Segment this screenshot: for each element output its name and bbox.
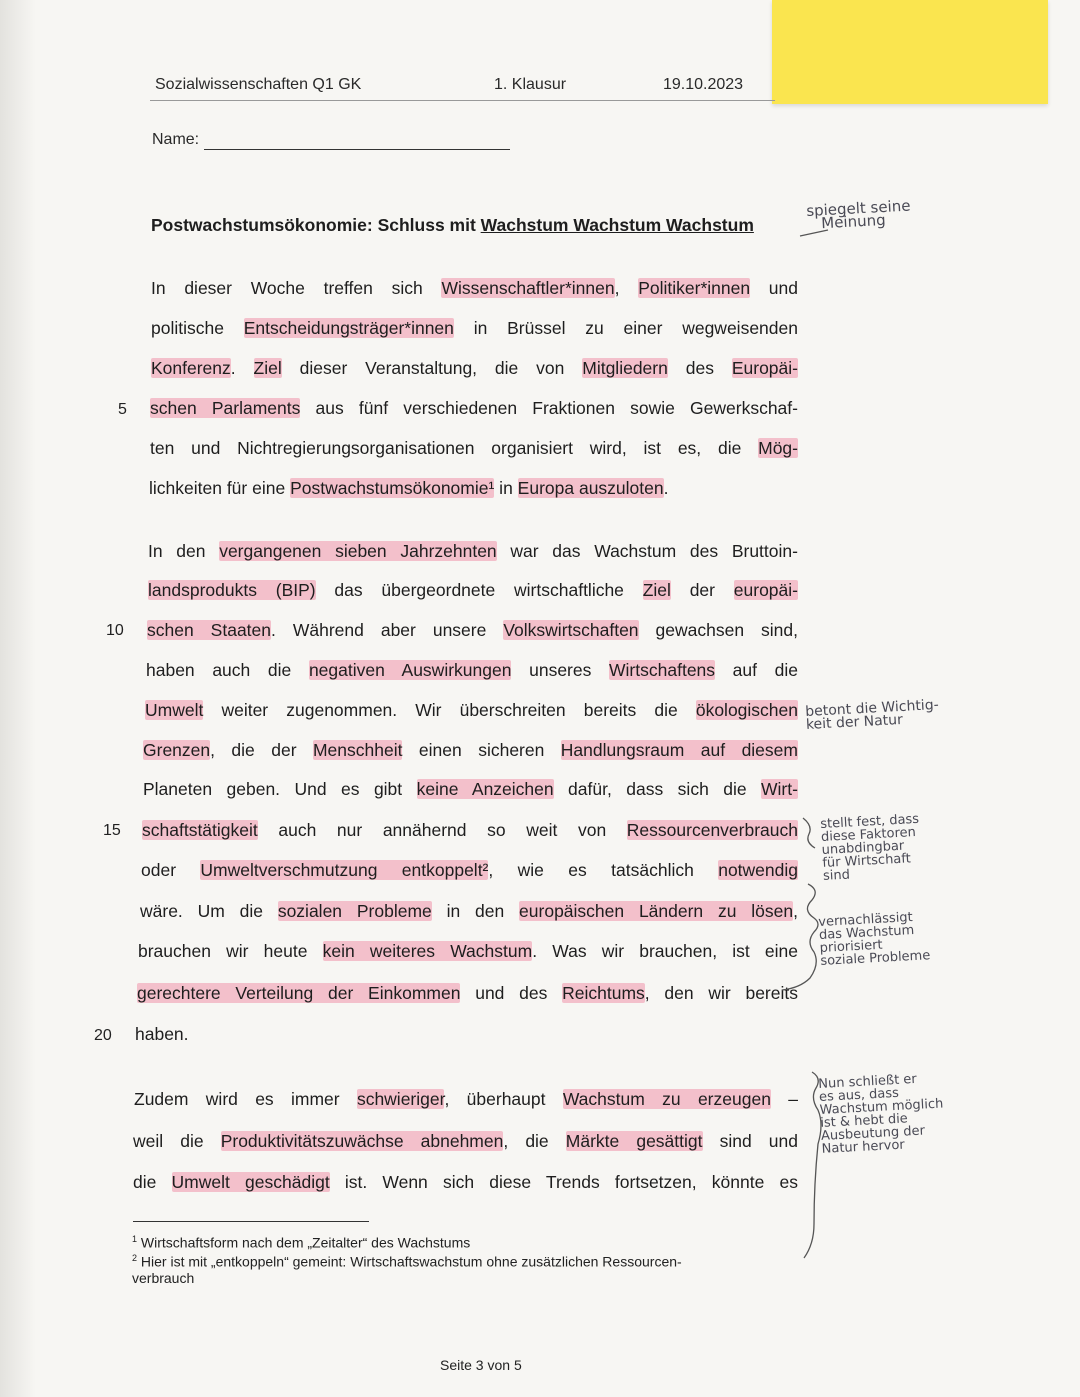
course-title: Sozialwissenschaften Q1 GK	[155, 76, 362, 93]
text-segment: lichkeiten für eine	[149, 478, 291, 498]
footnote-2-number: 2	[132, 1253, 138, 1263]
highlighted-phrase: Produktivitätszuwächse abnehmen	[220, 1131, 504, 1151]
highlighted-phrase: Wissenschaftler*innen	[441, 278, 615, 298]
highlighted-phrase: Ziel	[642, 580, 671, 600]
text-segment: dieser Veranstaltung, die von	[281, 358, 583, 378]
text-segment: .	[230, 358, 254, 378]
footnote-1	[132, 1234, 470, 1251]
line-number-10: 10	[106, 622, 124, 639]
highlighted-phrase: Menschheit	[312, 740, 403, 760]
highlighted-phrase: Postwachstumsökonomie¹	[290, 478, 495, 498]
footnote-1-text: Wirtschaftsform nach dem „Zeitalter“ des Wachstums	[140, 1234, 471, 1251]
highlighted-phrase: notwendig	[718, 860, 799, 880]
text-segment: wäre. Um die	[140, 901, 278, 921]
highlighted-phrase: Umweltverschmutzung entkoppelt²	[200, 860, 489, 880]
margin-note: spiegelt seine Meinung	[805, 196, 911, 233]
text-segment: ist. Wenn sich diese Trends fortsetzen, könnte es	[329, 1172, 798, 1192]
title-emphasis: Wachstum Wachstum Wachstum	[480, 215, 754, 235]
text-segment: einen sicheren	[402, 740, 561, 760]
highlighted-phrase: Mög-	[758, 438, 798, 458]
highlighted-phrase: europäi-	[733, 580, 798, 600]
line-number-5: 5	[118, 401, 127, 418]
footnote-2-continued: verbrauch	[132, 1270, 195, 1286]
highlighted-phrase: Ziel	[253, 358, 282, 378]
highlighted-phrase: sozialen Probleme	[277, 901, 432, 921]
text-segment: haben.	[135, 1024, 189, 1044]
highlighted-phrase: Wirtschaftens	[609, 660, 716, 680]
highlighted-phrase: schen Staaten	[147, 620, 272, 640]
line-number-15: 15	[103, 822, 121, 839]
text-segment: auch nur annähernd so weit von	[257, 820, 627, 840]
text-segment: ,	[614, 278, 639, 298]
text-segment: sind und	[702, 1131, 798, 1151]
footnote-2-text: Hier ist mit „entkoppeln“ gemeint: Wirtschaftswachstum ohne zusätzlichen Ressourcen-	[140, 1253, 682, 1270]
text-segment: In dieser Woche treffen sich	[151, 278, 442, 298]
highlighted-phrase: Mitgliedern	[582, 358, 668, 378]
text-segment: oder	[141, 860, 201, 880]
text-segment: , überhaupt	[444, 1089, 563, 1109]
text-segment: gewachsen sind,	[638, 620, 799, 640]
highlighted-phrase: keine Anzeichen	[416, 779, 554, 799]
text-segment: , die der	[210, 740, 313, 760]
text-segment: war das Wachstum des Bruttoin-	[496, 541, 798, 561]
text-segment: der	[670, 580, 734, 600]
highlighted-phrase: Umwelt	[145, 700, 204, 720]
line-number-20: 20	[94, 1027, 112, 1044]
brace-mark	[782, 818, 818, 990]
text-segment: , den wir bereits	[644, 983, 798, 1003]
text-segment: In den	[148, 541, 220, 561]
highlighted-phrase: Europäi-	[731, 358, 798, 378]
text-segment: die	[133, 1172, 172, 1192]
text-segment: ten und Nichtregierungsorganisationen organisiert wird, ist es, die	[150, 438, 759, 458]
highlighted-phrase: europäischen Ländern zu lösen	[519, 901, 794, 921]
highlighted-phrase: Konferenz	[151, 358, 231, 378]
title-prefix: Postwachstumsökonomie: Schluss mit	[151, 215, 481, 235]
text-segment: ,	[793, 901, 799, 921]
text-segment: dafür, dass sich die	[553, 779, 762, 799]
text-segment: haben auch die	[146, 660, 309, 680]
margin-note: Nun schließt er es aus, dass Wachstum möglich ist & hebt die Ausbeutung der Natur hervor	[817, 1071, 944, 1157]
highlighted-phrase: Wirt-	[761, 779, 798, 799]
highlighted-phrase: Märkte gesättigt	[565, 1131, 703, 1151]
highlighted-phrase: vergangenen sieben Jahrzehnten	[219, 541, 497, 561]
text-segment: weil die	[133, 1131, 221, 1151]
text-segment: . Während aber unsere	[271, 620, 504, 640]
exam-label: 1. Klausur	[494, 76, 567, 93]
text-segment: –	[770, 1089, 798, 1109]
text-segment: politische	[151, 318, 244, 338]
highlighted-phrase: Ressourcenverbrauch	[626, 820, 798, 840]
highlighted-phrase: Politiker*innen	[638, 278, 751, 298]
exam-date: 19.10.2023	[663, 76, 744, 93]
margin-note: stellt fest, dass diese Faktoren unabdingbar für Wirtschaft sind	[819, 811, 920, 884]
text-segment: weiter zugenommen. Wir überschreiten bereits die	[203, 700, 696, 720]
text-segment: und	[750, 278, 799, 298]
highlighted-phrase: Reichtums	[562, 983, 645, 1003]
highlighted-phrase: Handlungsraum auf diesem	[560, 740, 798, 760]
text-segment: brauchen wir heute	[138, 941, 323, 961]
footnote-1-number: 1	[132, 1234, 138, 1244]
highlighted-phrase: Entscheidungsträger*innen	[243, 318, 454, 338]
text-segment: des	[667, 358, 732, 378]
highlighted-phrase: Grenzen	[143, 740, 211, 760]
margin-note: betont die Wichtig- keit der Natur	[804, 697, 940, 733]
highlighted-phrase: landsprodukts (BIP)	[148, 580, 316, 600]
highlighted-phrase: Umwelt geschädigt	[171, 1172, 330, 1192]
highlighted-phrase: schen Parlaments	[150, 398, 301, 418]
text-segment: aus fünf verschiedenen Fraktionen sowie Gewerkschaf-	[300, 398, 798, 418]
page-number: Seite 3 von 5	[440, 1357, 522, 1373]
text-segment: unseres	[511, 660, 610, 680]
highlighted-phrase: Europa auszuloten	[517, 478, 664, 498]
text-segment: das übergeordnete wirtschaftliche	[315, 580, 643, 600]
text-segment: und des	[460, 983, 563, 1003]
title-arrow	[800, 230, 828, 236]
footnote-2	[132, 1253, 682, 1270]
highlighted-phrase: schaftstätigkeit	[142, 820, 258, 840]
text-segment: , die	[503, 1131, 566, 1151]
text-segment: , wie es tatsächlich	[488, 860, 719, 880]
highlighted-phrase: gerechtere Verteilung der Einkommen	[137, 983, 461, 1003]
name-label: Name:	[152, 131, 200, 148]
text-segment: . Was wir brauchen, ist eine	[532, 941, 798, 961]
text-segment: in Brüssel zu einer wegweisenden	[453, 318, 798, 338]
brace-mark	[804, 1072, 821, 1258]
text-segment: .	[663, 478, 669, 498]
footnote-rule	[133, 1221, 369, 1222]
highlighted-phrase: schwieriger	[356, 1089, 445, 1109]
text-segment: in	[494, 478, 518, 498]
highlighted-phrase: Volkswirtschaften	[503, 620, 639, 640]
text-segment: Planeten geben. Und es gibt	[143, 779, 417, 799]
highlighted-phrase: kein weiteres Wachstum	[322, 941, 533, 961]
highlighted-phrase: ökologischen	[695, 700, 798, 720]
highlighted-phrase: negativen Auswirkungen	[308, 660, 512, 680]
text-segment: in den	[431, 901, 520, 921]
highlighted-phrase: Wachstum zu erzeugen	[562, 1089, 771, 1109]
margin-note: vernachlässigt das Wachstum priorisiert soziale Probleme	[817, 910, 931, 969]
text-segment: auf die	[715, 660, 799, 680]
text-segment: Zudem wird es immer	[134, 1089, 357, 1109]
